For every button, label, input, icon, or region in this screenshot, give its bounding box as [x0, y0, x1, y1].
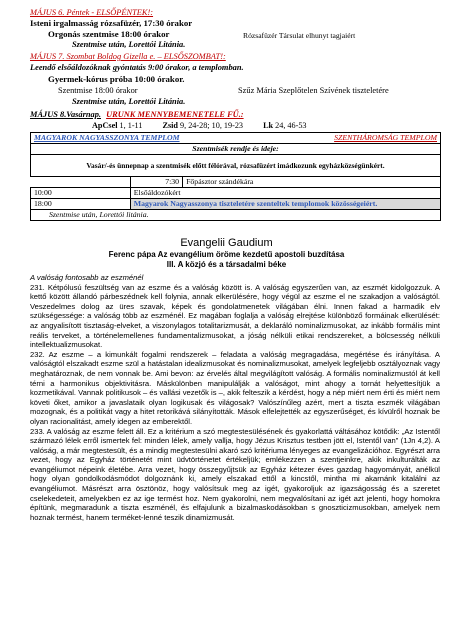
mass-time: 7:30: [130, 177, 182, 188]
church-szentharomsag-header: SZENTHÁROMSÁG TEMPLOM: [183, 133, 441, 144]
may7-after-mass: Szentmise után, Lorettói Litánia.: [72, 97, 186, 106]
reading-lk-ref: 24, 46-53: [275, 121, 307, 130]
may7-confession: Leendő elsőáldozóknak gyóntatás 9:00 órakor, a templomban.: [30, 63, 244, 72]
reading-zsid-ref: 9, 24-28; 10, 19-23: [180, 121, 244, 130]
reading-zsid-label: Zsid: [162, 121, 178, 130]
mass-footer: Szentmise után, Lorettói litánia.: [31, 210, 441, 221]
may6-header: MÁJUS 6. Péntek - ELSŐPÉNTEK!:: [30, 8, 154, 17]
may8-date: MÁJUS 8.Vasárnap.: [30, 110, 101, 119]
mass-time: 10:00: [31, 188, 131, 199]
reading-apcsel-label: ApCsel: [92, 121, 118, 130]
article-title: Evangelii Gaudium: [180, 237, 273, 249]
article-body: [30, 273, 440, 522]
article-section: III. A közjó és a társadalmi béke: [166, 260, 287, 269]
may7-header: MÁJUS 7. Szombat Boldog Gizella e. – ELSŐSZOMBAT!:: [30, 52, 226, 61]
table-row: [31, 144, 441, 155]
table-cell-empty: [31, 177, 131, 188]
mass-time: 18:00: [31, 199, 131, 210]
article-heading: A valóság fontosabb az eszménél: [30, 273, 144, 282]
may6-rosary: Isteni irgalmasság rózsafüzér, 17:30 órakor: [30, 18, 193, 28]
may6-after-mass: Szentmise után, Lorettói Litánia.: [72, 40, 186, 49]
reading-apcsel-ref: 1, 1-11: [119, 121, 143, 130]
article-subtitle: Ferenc pápa Az evangélium öröme kezdetű apostoli buzdítása: [108, 250, 345, 259]
paragraph-231: 231. Kétpólusú feszültség van az eszme és a valóság között is. A valóság egyszerűen van, az eszmét kidolgozzuk. A kettő között állandó párbeszédnek kell folynia, annak elkerülésére, hogy végül az eszme el ne szakadjon a valóságtól. Veszedelmes dolog az üres szavak, képek és gondolatmenetek világában élni. Innen fakad a harmadik elv szükségessége: a valóság több az eszménél. Ez magában foglalja a valóság elrejtése különböző formáinak elkerülését: az angyalisított tisztaság-elveket, a viszonylagos totalitarizmusát, a deklaráló nominalizmusokat, az inkább formális mint reális terveket, a történelemellenes fundamentalizmusokat, a jóság nélküli etikai rendszereket, a bölcsesség nélküli intellektualizmusokat.: [30, 282, 440, 350]
church-magyarok-header: MAGYAROK NAGYASSZONYA TEMPLOM: [31, 133, 183, 144]
table-row: [31, 177, 441, 188]
readings-line: [92, 121, 307, 131]
rosary-notice: Vasár/-és ünnepnap a szentmisék előtt félórával, rózsafüzért imádkozunk egyházközségünkért.: [31, 155, 441, 177]
paragraph-232: 232. Az eszme – a kimunkált fogalmi rendszerek – feladata a valóság megragadása, megértése és irányítása. A valóságtól elszakadt eszme szül a hatástalan idealizmusokat és nominalizmusokat, amelyek legfeljebb osztályoznak vagy meghatároznak, de nem vonnak be. Ami bevon: az érvelés által megvilágított valóság. A formális nominalizmustól át kell térni a harmonikus objektivitásra. Máskülönben manipulálják a valóságot, mint ahogy a tornát helyettesítjük a kozmetikával. Vannak politikusok – és vallási vezetők is –, akik felteszik a kérdést, hogy a nép miért nem érti és miért nem követi őket, amikor a javaslataik olyan logikusak és világosak? Valószínűleg azért, mert a tiszta eszmék világában mozognak, és a politikát vagy a hitet retorikává silányították. Mások elfelejtették az egyszerűséget, és kívülről hoznak be olyan racionalitást, amely idegen az emberektől.: [30, 349, 440, 426]
may7-mass: Szentmise 18:00 órakor: [58, 86, 138, 95]
table-row: [31, 188, 441, 199]
table-row: [31, 155, 441, 177]
paragraph-233: 233. A valóság az eszme felett áll. Ez a kritérium a szó megtestesülésének és gyakorlattá váltásához kötődik: „Az Istentől származó lélek erről ismertek fel: minden lélek, amely vallja, hogy Jézus Krisztus testben jött el, Istentől van” (1Jn 4,2). A valóság, a már megtestesült, és a mindig megtestesülni akaró szó kritériuma lényeges az evangelizációhoz. Egyrészt arra vezet, hogy az Egyház történetét mint üdvtörténetet értékeljük; emlékezzen a szentjeinkre, akik inkulturálták az evangéliumot népeink életébe. Arra vezet, hogy összegyűjtsük az Egyház kétezer éves gazdag hagyományát, anélkül hogy olyan gondolkodásmódot dolgoznánk ki, amely elszakad ettől a kincstől, mintha mi akarnánk kitalálni az evangéliumot. Másrészt arra ösztönöz, hogy valósítsuk meg az igét, gyakoroljuk az igazságosság és a szeretet cselekedeteit, amelyekben ez az ige termést hoz. Nem gyakorolni, nem megvalósítani az igét azt jelenti, hogy homokra építünk, megmaradunk a tiszta eszménél, és elfajulunk a bizalmaskodásokban s gnoszticizmusokban, amelyek nem hoznak termést, hanem terméket-lenné teszik dinamizmusát.: [30, 426, 440, 522]
mass-schedule-table: [30, 132, 441, 221]
may7-choir: Gyermek-kórus próba 10:00 órakor.: [48, 74, 185, 84]
mass-order-label: Szentmisék rendje és ideje:: [31, 144, 441, 155]
reading-lk-label: Lk: [263, 121, 274, 130]
table-header-row: [31, 133, 441, 144]
may6-mass: Orgonás szentmise 18:00 órakor: [48, 29, 170, 39]
may8-header: [30, 110, 244, 120]
table-row: [31, 210, 441, 221]
mass-intention-highlight: Magyarok Nagyasszonya tiszteletére szenteltek templomok közösségeiért.: [130, 199, 440, 210]
mass-intention: Elsőáldozókért: [130, 188, 440, 199]
table-row: [31, 199, 441, 210]
may8-feast: URUNK MENNYBEMENETELE FŰ.:: [106, 110, 244, 119]
may7-intention: Szűz Mária Szeplőtelen Szívének tiszteletére: [238, 86, 389, 95]
mass-intention: Főpásztor szándékára: [183, 177, 441, 188]
may6-intention: Rózsafüzér Társulat elhunyt tagjaiért: [243, 31, 356, 40]
